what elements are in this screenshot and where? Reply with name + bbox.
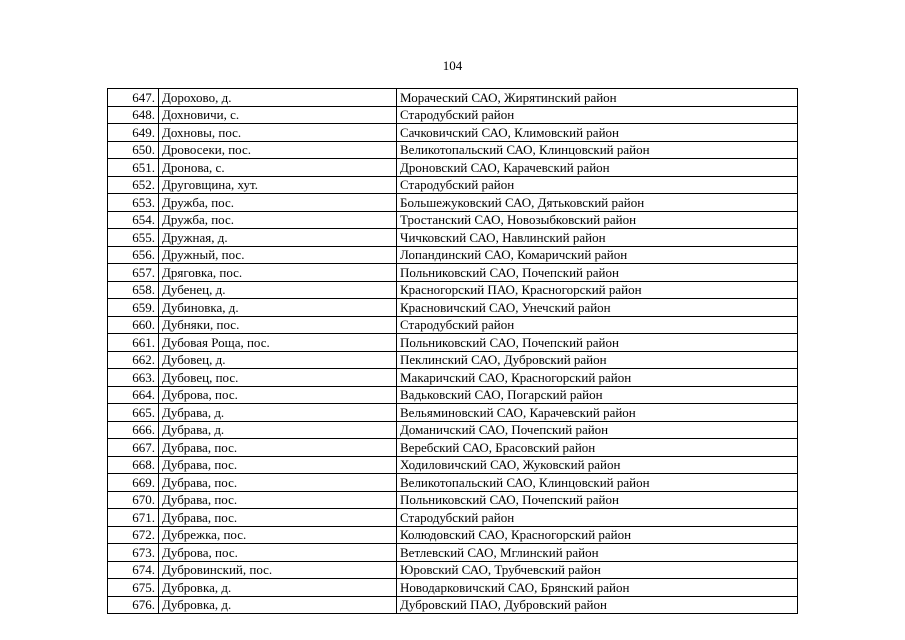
administrative-area-cell: Красногорский ПАО, Красногорский район xyxy=(397,281,798,299)
row-number-cell: 668. xyxy=(108,456,159,474)
row-number-cell: 653. xyxy=(108,194,159,212)
administrative-area-cell: Чичковский САО, Навлинский район xyxy=(397,229,798,247)
settlement-name-cell: Дубрава, пос. xyxy=(159,474,397,492)
settlement-name-cell: Дубиновка, д. xyxy=(159,299,397,317)
table-row xyxy=(108,369,798,387)
table-row xyxy=(108,439,798,457)
administrative-area-cell: Ходиловичский САО, Жуковский район xyxy=(397,456,798,474)
administrative-area-cell: Большежуковский САО, Дятьковский район xyxy=(397,194,798,212)
row-number-cell: 650. xyxy=(108,141,159,159)
row-number-cell: 676. xyxy=(108,596,159,614)
row-number-cell: 658. xyxy=(108,281,159,299)
administrative-area-cell: Сачковичский САО, Климовский район xyxy=(397,124,798,142)
table-row xyxy=(108,316,798,334)
table-row xyxy=(108,246,798,264)
row-number-cell: 670. xyxy=(108,491,159,509)
administrative-area-cell: Лопандинский САО, Комаричский район xyxy=(397,246,798,264)
administrative-area-cell: Ветлевский САО, Мглинский район xyxy=(397,544,798,562)
administrative-area-cell: Дроновский САО, Карачевский район xyxy=(397,159,798,177)
settlement-name-cell: Дохновы, пос. xyxy=(159,124,397,142)
row-number-cell: 663. xyxy=(108,369,159,387)
settlement-name-cell: Дуброва, пос. xyxy=(159,544,397,562)
administrative-area-cell: Пеклинский САО, Дубровский район xyxy=(397,351,798,369)
administrative-area-cell: Веребский САО, Брасовский район xyxy=(397,439,798,457)
table-row xyxy=(108,404,798,422)
table-row xyxy=(108,124,798,142)
table-row xyxy=(108,211,798,229)
row-number-cell: 648. xyxy=(108,106,159,124)
administrative-area-cell: Стародубский район xyxy=(397,106,798,124)
table-row xyxy=(108,386,798,404)
table-row xyxy=(108,159,798,177)
settlement-name-cell: Дубняки, пос. xyxy=(159,316,397,334)
settlement-name-cell: Дорохово, д. xyxy=(159,89,397,107)
row-number-cell: 659. xyxy=(108,299,159,317)
settlement-name-cell: Дружба, пос. xyxy=(159,194,397,212)
settlement-name-cell: Дружная, д. xyxy=(159,229,397,247)
settlement-name-cell: Дубрава, д. xyxy=(159,421,397,439)
row-number-cell: 673. xyxy=(108,544,159,562)
settlement-name-cell: Дружный, пос. xyxy=(159,246,397,264)
settlement-name-cell: Дубрава, пос. xyxy=(159,491,397,509)
administrative-area-cell: Великотопальский САО, Клинцовский район xyxy=(397,141,798,159)
table-row xyxy=(108,176,798,194)
table-row xyxy=(108,194,798,212)
administrative-area-cell: Юровский САО, Трубчевский район xyxy=(397,561,798,579)
row-number-cell: 656. xyxy=(108,246,159,264)
settlement-name-cell: Дубрежка, пос. xyxy=(159,526,397,544)
row-number-cell: 654. xyxy=(108,211,159,229)
administrative-area-cell: Вельяминовский САО, Карачевский район xyxy=(397,404,798,422)
administrative-area-cell: Макаричский САО, Красногорский район xyxy=(397,369,798,387)
table-row xyxy=(108,421,798,439)
administrative-area-cell: Тростанский САО, Новозыбковский район xyxy=(397,211,798,229)
settlement-name-cell: Дубовая Роща, пос. xyxy=(159,334,397,352)
row-number-cell: 671. xyxy=(108,509,159,527)
row-number-cell: 647. xyxy=(108,89,159,107)
settlement-name-cell: Дубровка, д. xyxy=(159,596,397,614)
administrative-area-cell: Польниковский САО, Почепский район xyxy=(397,334,798,352)
administrative-area-cell: Стародубский район xyxy=(397,176,798,194)
settlement-name-cell: Дряговка, пос. xyxy=(159,264,397,282)
table-row xyxy=(108,596,798,614)
row-number-cell: 675. xyxy=(108,579,159,597)
administrative-area-cell: Польниковский САО, Почепский район xyxy=(397,264,798,282)
table-row xyxy=(108,334,798,352)
table-row xyxy=(108,456,798,474)
settlement-name-cell: Дубовец, пос. xyxy=(159,369,397,387)
administrative-area-cell: Новодарковичский САО, Брянский район xyxy=(397,579,798,597)
row-number-cell: 669. xyxy=(108,474,159,492)
row-number-cell: 666. xyxy=(108,421,159,439)
settlement-name-cell: Дубенец, д. xyxy=(159,281,397,299)
settlement-name-cell: Дубрава, пос. xyxy=(159,509,397,527)
table-row xyxy=(108,229,798,247)
table-row xyxy=(108,561,798,579)
row-number-cell: 660. xyxy=(108,316,159,334)
row-number-cell: 655. xyxy=(108,229,159,247)
row-number-cell: 665. xyxy=(108,404,159,422)
row-number-cell: 651. xyxy=(108,159,159,177)
administrative-area-cell: Стародубский район xyxy=(397,509,798,527)
row-number-cell: 672. xyxy=(108,526,159,544)
administrative-area-cell: Мораческий САО, Жирятинский район xyxy=(397,89,798,107)
table-body xyxy=(108,89,798,614)
settlement-name-cell: Дружба, пос. xyxy=(159,211,397,229)
settlement-name-cell: Дубрава, д. xyxy=(159,404,397,422)
settlement-name-cell: Дубровинский, пос. xyxy=(159,561,397,579)
table-row xyxy=(108,579,798,597)
table-row xyxy=(108,509,798,527)
administrative-area-cell: Вадьковский САО, Погарский район xyxy=(397,386,798,404)
administrative-area-cell: Польниковский САО, Почепский район xyxy=(397,491,798,509)
row-number-cell: 652. xyxy=(108,176,159,194)
administrative-area-cell: Дубровский ПАО, Дубровский район xyxy=(397,596,798,614)
row-number-cell: 657. xyxy=(108,264,159,282)
settlement-name-cell: Дубовец, д. xyxy=(159,351,397,369)
settlement-name-cell: Дубрава, пос. xyxy=(159,439,397,457)
table-row xyxy=(108,299,798,317)
settlement-name-cell: Дохновичи, с. xyxy=(159,106,397,124)
table-row xyxy=(108,474,798,492)
administrative-area-cell: Красновичский САО, Унечский район xyxy=(397,299,798,317)
settlement-name-cell: Дубрава, пос. xyxy=(159,456,397,474)
settlement-name-cell: Дубровка, д. xyxy=(159,579,397,597)
table-row xyxy=(108,544,798,562)
table-row xyxy=(108,281,798,299)
settlement-name-cell: Дровосеки, пос. xyxy=(159,141,397,159)
table-row xyxy=(108,351,798,369)
table-row xyxy=(108,89,798,107)
settlement-name-cell: Дронова, с. xyxy=(159,159,397,177)
row-number-cell: 664. xyxy=(108,386,159,404)
row-number-cell: 674. xyxy=(108,561,159,579)
administrative-area-cell: Доманичский САО, Почепский район xyxy=(397,421,798,439)
settlement-name-cell: Дуброва, пос. xyxy=(159,386,397,404)
table-row xyxy=(108,491,798,509)
settlement-name-cell: Друговщина, хут. xyxy=(159,176,397,194)
row-number-cell: 661. xyxy=(108,334,159,352)
table-row xyxy=(108,264,798,282)
administrative-area-cell: Великотопальский САО, Клинцовский район xyxy=(397,474,798,492)
administrative-area-cell: Стародубский район xyxy=(397,316,798,334)
table-row xyxy=(108,106,798,124)
settlements-table xyxy=(107,88,798,614)
row-number-cell: 667. xyxy=(108,439,159,457)
table-row xyxy=(108,141,798,159)
page-number: 104 xyxy=(442,58,463,73)
row-number-cell: 662. xyxy=(108,351,159,369)
table-row xyxy=(108,526,798,544)
row-number-cell: 649. xyxy=(108,124,159,142)
administrative-area-cell: Колюдовский САО, Красногорский район xyxy=(397,526,798,544)
